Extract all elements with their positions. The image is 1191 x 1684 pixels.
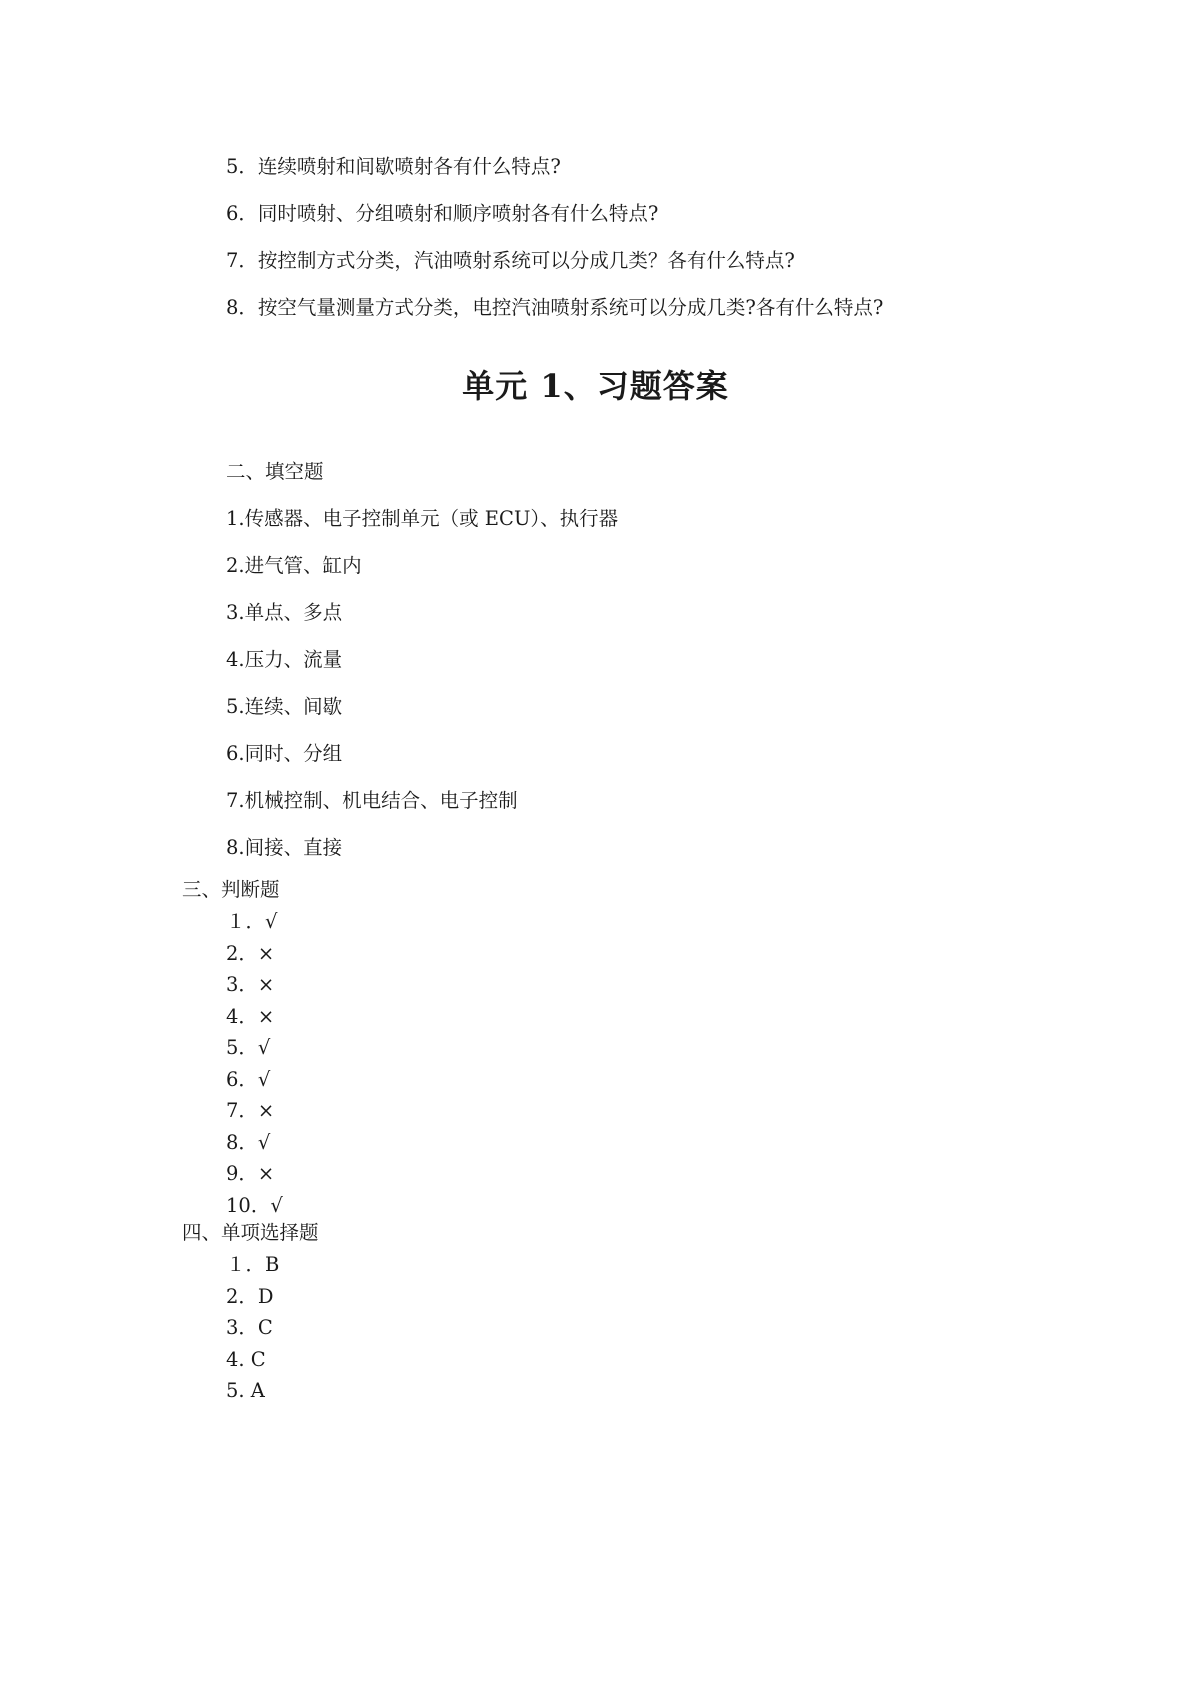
section-heading-single-choice: 四、单项选择题 [182, 1221, 319, 1244]
judgement-answer-item: 4．× [226, 1004, 275, 1028]
fill-blank-section [226, 460, 1126, 883]
choice-answer-item: １．B [226, 1253, 280, 1276]
judgement-answer-item: 2．× [226, 941, 275, 965]
fill-answer-item: 3.单点、多点 [226, 601, 343, 624]
question-item: 6．同时喷射、分组喷射和顺序喷射各有什么特点? [226, 202, 659, 225]
fill-answer-item: 2.进气管、缸内 [226, 554, 362, 577]
question-list [226, 155, 1126, 343]
judgement-answer-item: 3．× [226, 973, 275, 996]
question-item: 5．连续喷射和间歇喷射各有什么特点? [226, 155, 561, 178]
choice-answer-item: 2．D [226, 1284, 274, 1308]
question-item: 7．按控制方式分类，汽油喷射系统可以分成几类？各有什么特点? [226, 249, 795, 272]
section-heading-fill-blank: 二、填空题 [226, 460, 324, 483]
judgement-answer-list [226, 910, 626, 1225]
judgement-answer-item: 10．√ [226, 1193, 283, 1217]
fill-answer-item: 1.传感器、电子控制单元（或 ECU）、执行器 [226, 507, 619, 530]
fill-answer-item: 7.机械控制、机电结合、电子控制 [226, 789, 518, 812]
choice-answer-item: 4. C [226, 1347, 266, 1371]
choice-answer-item: 3．C [226, 1316, 273, 1339]
fill-answer-item: 6.同时、分组 [226, 742, 343, 765]
choice-answer-list [226, 1253, 626, 1411]
judgement-answer-item: １．√ [226, 910, 278, 933]
judgement-answer-item: 6．√ [226, 1067, 271, 1091]
fill-answer-item: 5.连续、间歇 [226, 695, 343, 718]
fill-answer-item: 4.压力、流量 [226, 648, 343, 671]
judgement-answer-item: 7．× [226, 1099, 275, 1122]
judgement-answer-item: 8．√ [226, 1130, 271, 1154]
judgement-answer-item: 9．× [226, 1162, 275, 1185]
choice-answer-item: 5. A [226, 1379, 265, 1402]
page-title: 单元 1、习题答案 [462, 367, 729, 405]
fill-answer-item: 8.间接、直接 [226, 836, 343, 859]
question-item: 8．按空气量测量方式分类，电控汽油喷射系统可以分成几类?各有什么特点? [226, 296, 884, 319]
judgement-answer-item: 5．√ [226, 1036, 271, 1059]
section-heading-judgement: 三、判断题 [182, 878, 280, 901]
